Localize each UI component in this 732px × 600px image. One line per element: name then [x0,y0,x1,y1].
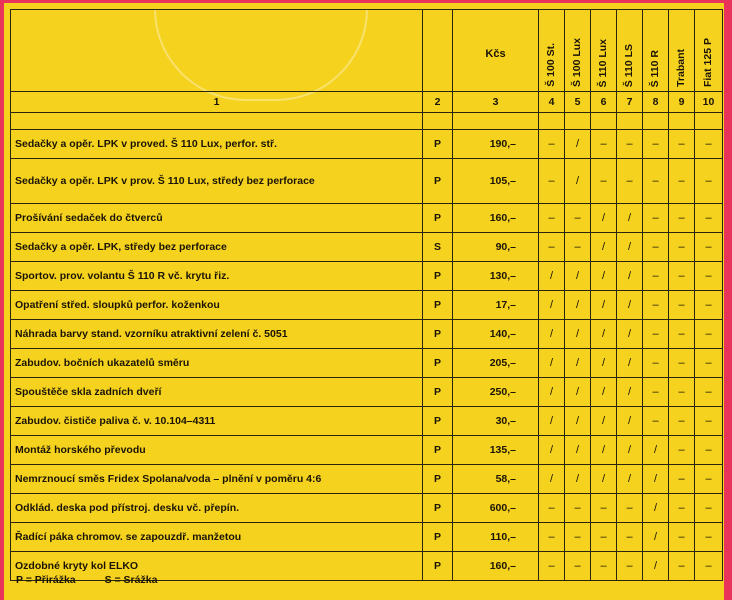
item-price: 600,– [453,494,539,523]
model-availability-mark: – [695,159,723,204]
model-availability-mark: – [669,407,695,436]
model-availability-mark: – [643,378,669,407]
model-availability-mark: / [617,407,643,436]
item-price: 90,– [453,233,539,262]
item-price: 17,– [453,291,539,320]
model-availability-mark: / [591,436,617,465]
model-availability-mark: / [617,262,643,291]
price-unit-label: Kčs [485,48,506,60]
column-number: 4 [539,92,565,113]
item-price: 105,– [453,159,539,204]
header-model-s100lux: Š 100 Lux [565,10,591,92]
model-availability-mark: – [695,291,723,320]
model-availability-mark: – [695,130,723,159]
model-availability-mark: / [539,349,565,378]
item-type: P [423,320,453,349]
model-availability-mark: – [669,378,695,407]
model-availability-mark: – [669,291,695,320]
model-availability-mark: – [695,552,723,581]
header-description-cell [11,10,423,92]
model-availability-mark: – [539,552,565,581]
model-availability-mark: – [539,233,565,262]
header-price-cell [453,10,539,92]
model-availability-mark: / [565,262,591,291]
model-availability-mark: – [695,465,723,494]
model-availability-mark: – [695,233,723,262]
model-availability-mark: / [565,378,591,407]
item-type: P [423,552,453,581]
model-availability-mark: – [643,130,669,159]
table-row [11,378,723,407]
table-row [11,159,723,204]
model-availability-mark: – [669,262,695,291]
column-number: 7 [617,92,643,113]
item-description: Spouštěče skla zadních dveří [11,378,423,407]
item-price: 135,– [453,436,539,465]
header-model-trabant: Trabant [669,10,695,92]
model-availability-mark: / [565,320,591,349]
model-availability-mark: – [591,523,617,552]
table-row [11,130,723,159]
item-type: P [423,291,453,320]
item-price: 160,– [453,552,539,581]
item-description: Sportov. prov. volantu Š 110 R vč. krytu řiz. [11,262,423,291]
model-availability-mark: / [591,262,617,291]
model-availability-mark: – [539,204,565,233]
model-availability-mark: – [669,159,695,204]
header-row [11,10,723,92]
model-availability-mark: / [617,465,643,494]
model-availability-mark: / [539,436,565,465]
model-availability-mark: – [591,130,617,159]
column-number-row [11,92,723,113]
model-availability-mark: / [565,130,591,159]
header-model-s110ls: Š 110 LS [617,10,643,92]
table-row [11,320,723,349]
model-availability-mark: – [643,291,669,320]
model-availability-mark: – [643,349,669,378]
legend-discount: S = Srážka [104,574,158,586]
column-number: 3 [453,92,539,113]
model-availability-mark: – [591,552,617,581]
model-availability-mark: – [617,552,643,581]
model-availability-mark: – [643,320,669,349]
model-availability-mark: – [669,349,695,378]
model-availability-mark: / [591,291,617,320]
header-model-s100st: Š 100 St. [539,10,565,92]
header-model-fiat125p: Fiat 125 P [695,10,723,92]
model-availability-mark: / [539,262,565,291]
model-availability-mark: / [539,407,565,436]
model-availability-mark: / [591,233,617,262]
model-availability-mark: – [591,159,617,204]
model-availability-mark: – [695,523,723,552]
model-availability-mark: – [539,159,565,204]
model-availability-mark: / [565,291,591,320]
table-row [11,523,723,552]
model-availability-mark: – [695,204,723,233]
model-availability-mark: / [591,204,617,233]
model-availability-mark: / [565,436,591,465]
model-availability-mark: – [695,407,723,436]
model-availability-mark: – [617,159,643,204]
model-availability-mark: – [565,204,591,233]
table-row [11,465,723,494]
model-availability-mark: – [565,523,591,552]
model-availability-mark: – [669,436,695,465]
item-description: Nemrznoucí směs Fridex Spolana/voda – plnění v poměru 4:6 [11,465,423,494]
item-type: P [423,349,453,378]
column-number: 10 [695,92,723,113]
model-availability-mark: / [617,291,643,320]
model-availability-mark: – [565,233,591,262]
table-row [11,233,723,262]
column-number: 6 [591,92,617,113]
item-type: P [423,204,453,233]
item-description: Sedačky a opěr. LPK v prov. Š 110 Lux, středy bez perforace [11,159,423,204]
model-availability-mark: – [669,552,695,581]
model-availability-mark: – [617,523,643,552]
model-availability-mark: – [669,130,695,159]
model-availability-mark: – [643,233,669,262]
model-availability-mark: – [695,378,723,407]
table-row [11,436,723,465]
header-model-s110r: Š 110 R [643,10,669,92]
price-list-sheet [4,3,724,600]
item-description: Opatření střed. sloupků perfor. koženkou [11,291,423,320]
item-description: Sedačky a opěr. LPK, středy bez perforace [11,233,423,262]
item-type: S [423,233,453,262]
table-row [11,494,723,523]
model-availability-mark: – [539,494,565,523]
column-number: 8 [643,92,669,113]
model-availability-mark: – [539,130,565,159]
model-availability-mark: / [591,349,617,378]
model-availability-mark: / [643,494,669,523]
model-availability-mark: / [565,407,591,436]
item-type: P [423,523,453,552]
column-number: 1 [11,92,423,113]
model-availability-mark: / [591,378,617,407]
model-availability-mark: – [669,494,695,523]
model-availability-mark: – [591,494,617,523]
model-availability-mark: – [695,262,723,291]
model-availability-mark: – [669,233,695,262]
legend-surcharge: P = Přirážka [16,574,76,586]
item-type: P [423,262,453,291]
model-availability-mark: / [565,349,591,378]
item-price: 58,– [453,465,539,494]
item-type: P [423,130,453,159]
item-description: Zabudov. bočních ukazatelů směru [11,349,423,378]
model-availability-mark: / [539,378,565,407]
model-availability-mark: – [669,320,695,349]
model-availability-mark: / [565,465,591,494]
model-availability-mark: / [591,465,617,494]
item-type: P [423,465,453,494]
model-availability-mark: / [591,407,617,436]
header-model-s110lux: Š 110 Lux [591,10,617,92]
item-price: 190,– [453,130,539,159]
model-availability-mark: – [695,320,723,349]
table-row [11,349,723,378]
model-availability-mark: / [565,159,591,204]
model-availability-mark: / [643,523,669,552]
legend [16,574,183,586]
model-availability-mark: / [617,436,643,465]
model-availability-mark: – [669,523,695,552]
item-type: P [423,494,453,523]
model-availability-mark: / [591,320,617,349]
item-type: P [423,159,453,204]
model-availability-mark: / [617,378,643,407]
item-description: Náhrada barvy stand. vzorníku atraktivní zelení č. 5051 [11,320,423,349]
item-description: Odklád. deska pod přístroj. desku vč. přepín. [11,494,423,523]
item-description: Prošívání sedaček do čtverců [11,204,423,233]
table-row [11,291,723,320]
item-type: P [423,378,453,407]
table-row [11,204,723,233]
item-price: 250,– [453,378,539,407]
model-availability-mark: / [643,552,669,581]
item-description: Řadící páka chromov. se zapouzdř. manžetou [11,523,423,552]
item-description: Zabudov. čističe paliva č. v. 10.104–4311 [11,407,423,436]
model-availability-mark: / [539,291,565,320]
model-availability-mark: – [539,523,565,552]
model-availability-mark: / [539,465,565,494]
model-availability-mark: – [643,407,669,436]
item-type: P [423,436,453,465]
item-price: 140,– [453,320,539,349]
item-price: 205,– [453,349,539,378]
table-row [11,407,723,436]
model-availability-mark: – [643,159,669,204]
price-rows [11,130,723,581]
model-availability-mark: – [669,465,695,494]
item-description: Sedačky a opěr. LPK v proved. Š 110 Lux, perfor. stř. [11,130,423,159]
model-availability-mark: – [695,436,723,465]
column-number: 2 [423,92,453,113]
spacer-row [11,113,723,130]
model-availability-mark: – [617,130,643,159]
model-availability-mark: – [695,494,723,523]
table-row [11,262,723,291]
item-price: 130,– [453,262,539,291]
model-availability-mark: – [617,494,643,523]
model-availability-mark: – [695,349,723,378]
item-description: Ozdobné kryty kol ELKO [11,552,423,581]
model-availability-mark: – [669,204,695,233]
model-availability-mark: – [643,262,669,291]
column-number: 5 [565,92,591,113]
item-description: Montáž horského převodu [11,436,423,465]
model-availability-mark: / [617,320,643,349]
model-availability-mark: / [617,204,643,233]
model-availability-mark: / [617,233,643,262]
model-availability-mark: – [565,494,591,523]
model-availability-mark: / [643,465,669,494]
model-availability-mark: – [565,552,591,581]
item-price: 110,– [453,523,539,552]
column-number: 9 [669,92,695,113]
item-price: 160,– [453,204,539,233]
item-type: P [423,407,453,436]
header-type-cell [423,10,453,92]
model-availability-mark: / [539,320,565,349]
model-availability-mark: / [643,436,669,465]
item-price: 30,– [453,407,539,436]
model-availability-mark: – [643,204,669,233]
price-table [10,9,723,581]
model-availability-mark: / [617,349,643,378]
